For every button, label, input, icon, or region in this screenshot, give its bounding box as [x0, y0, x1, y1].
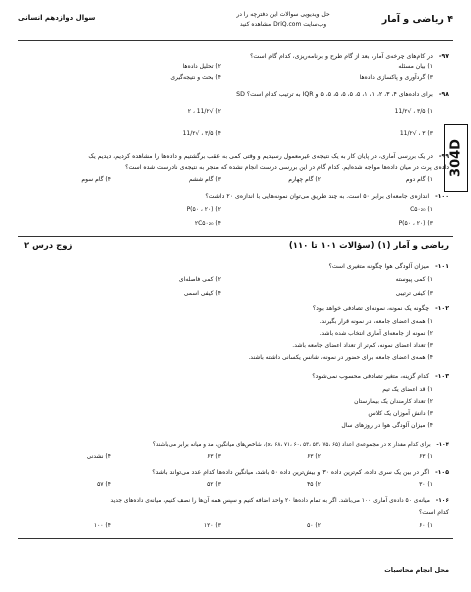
option: ۴) ۱۰۰ [93, 522, 111, 529]
option: ۱) گام دوم [405, 176, 433, 183]
exam-label: سوال دوازدهم انسانی [18, 14, 96, 22]
question-text: میانه‌ی ۵۰ داده‌ی آماری ۱۰۰ می‌باشد. اگر به تمام داده‌ها ۲۰ واحد اضافه کنیم و سپس همه آن‌ها را نصف کنیم، میانه‌ی داده‌های جدید [110, 498, 430, 504]
question-105 [18, 468, 449, 478]
question-101 [18, 262, 449, 272]
option: ۱) ۶۰ [419, 522, 433, 529]
option: ۴) بحث و نتیجه‌گیری [170, 74, 221, 81]
option: ۳) دانش آموزان یک کلاس [368, 410, 433, 417]
site-line-1: حل ویدیویی سوالات این دفترچه را در [236, 11, 330, 18]
question-text: در کام‌های چرخه‌ی آمار، بعد از گام طرح و برنامه‌ریزی، کدام گام است؟ [250, 53, 433, 60]
question-number: ۱۰۵- [435, 469, 449, 476]
option: ۴) ۵۷ [97, 481, 111, 488]
footer-divider [18, 538, 453, 539]
question-number: ۹۸- [438, 91, 449, 98]
option: ۳) ۶۳ [207, 453, 221, 460]
option: ۱) ۳/۵ ، √11/۲ [394, 108, 433, 115]
question-number: ۹۷- [438, 53, 449, 60]
question-text: برای داده‌های ۴، ۳، ۲، ۱، ۱، ۵، ۵، ۵، ۵، ۵، ۵ و IQR به ترتیب کدام است؟ SD [236, 91, 433, 98]
question-text: در یک بررسی آماری، در پایان کار به یک نتیجه‌ی غیرمعمول رسیدیم و وقتی کمی به عقب برگشتیم و داده‌ها را مشاهده کردیم، دیدیم یک [88, 153, 433, 160]
question-number: ۱۰۱- [435, 263, 449, 270]
header-divider [18, 40, 453, 41]
question-number: ۱۰۳- [435, 373, 449, 380]
option: ۲) گام چهارم [288, 176, 321, 183]
option: ۱) قد اعضای یک تیم [382, 386, 433, 393]
question-104 [18, 440, 449, 450]
option: ۳) گردآوری و پاکسازی داده‌ها [359, 74, 433, 81]
question-106 [18, 496, 449, 506]
option: ۱) ۳۰ [419, 481, 433, 488]
question-106-cont: کدام است؟ [419, 509, 449, 516]
option: ۱) C۵۰₂₀ [410, 206, 433, 213]
question-97 [18, 52, 449, 62]
option: ۱) همه‌ی اعضای جامعه، در نمونه قرار بگیرند. [319, 318, 433, 325]
section-title: ۴ ریاضی و آمار [381, 14, 453, 25]
question-98 [18, 90, 449, 100]
question-number: ۱۰۰- [435, 193, 449, 200]
section-2-title: ریاضی و آمار (۱) (سؤالات ۱۰۱ تا ۱۱۰) [288, 241, 449, 251]
option: ۲) تحلیل داده‌ها [182, 63, 221, 70]
question-99-cont: داده‌ی پرت در میان داده‌ها مواجه شده‌ایم. کدام گام در این بررسی درست انجام نشده که منجر به نتیجه‌ی نادرست شده است؟ [125, 164, 449, 171]
site-line-2: وب‌سایت DriQ.com مشاهده کنید [239, 21, 327, 28]
option: ۳) ۱۲۰ [203, 522, 221, 529]
option: ۳) ۳ ، √11/۲ [399, 130, 433, 137]
question-100 [18, 192, 449, 202]
question-number: ۱۰۲- [435, 305, 449, 312]
scratch-area-label: محل انجام محاسبات [384, 566, 449, 574]
option: ۱) کمی پیوسته [395, 276, 433, 283]
question-number: ۱۰۴- [436, 442, 449, 448]
option: ۳) گام ششم [188, 176, 221, 183]
option: ۲) ۴۵ [307, 481, 321, 488]
question-text: اگر در بین یک سری داده، کم‌ترین داده ۳۰ و بیش‌ترین داده ۵۰ باشد، میانگین داده‌ها کدام عدد می‌تواند باشد؟ [152, 469, 430, 476]
option: ۲) √11/۲ ، ۲ [187, 108, 221, 115]
option: ۲) کمی فاصله‌ای [178, 276, 221, 283]
question-number: ۹۹- [438, 153, 449, 160]
option: ۴) میزان آلودگی هوا در روزهای سال [341, 422, 433, 429]
question-text: میزان آلودگی هوا چگونه متغیری است؟ [328, 263, 430, 270]
option: ۴) گام سوم [81, 176, 111, 183]
section-2-label: زوج درس ۲ [24, 241, 73, 251]
page-header [18, 6, 453, 44]
option: ۱) بیان مسئله [398, 63, 433, 70]
booklet-code: 304D [448, 139, 464, 177]
option: ۳) تعداد اعضای نمونه، کم‌تر از تعداد اعضای جامعه باشد. [292, 342, 433, 349]
option: ۳) کیفی ترتیبی [395, 290, 433, 297]
option: ۲) نمونه از جامعه‌ای آماری انتخاب شده باشد. [319, 330, 433, 337]
question-number: ۱۰۶- [435, 498, 449, 504]
option: ۳) ۵۲ [207, 481, 221, 488]
option: ۴) نشدنی [86, 453, 111, 460]
option: ۱) ۶۳ [419, 453, 433, 460]
question-text: چگونه یک نمونه، نمونه‌ای تصادفی خواهد بود؟ [312, 305, 430, 312]
question-99 [18, 152, 449, 162]
option: ۴) ۲C۵۰₂₀ [194, 220, 221, 227]
option: ۴) کیفی اسمی [183, 290, 221, 297]
question-text: اندازه‌ی جامعه‌ای برابر ۵۰ است. به چند طریق می‌توان نمونه‌هایی با اندازه‌ی ۲۰ داشت؟ [205, 193, 430, 200]
option: ۲) تعداد کارمندان یک بیمارستان [354, 398, 433, 405]
option: ۴) همه‌ی اعضای جامعه برای حضور در نمونه، شانس یکسانی داشته باشند. [248, 354, 433, 361]
question-text: برای کدام مقدار x در مجموعه‌ی اعداد (x، ۶۸، ۷۱، ۶۰، ۵۳، ۵۳، ۷۵، ۶۵)، شاخص‌های میانگین، مد و میانه برابر می‌باشند؟ [152, 442, 431, 448]
option: ۳) P(۵۰ ، ۲۰) [398, 220, 433, 227]
question-text: کدام گزینه، متغیر تصادفی محسوب نمی‌شود؟ [312, 373, 430, 380]
option: ۲) ۶۳ [307, 453, 321, 460]
section-divider [18, 236, 453, 237]
site-note [223, 10, 343, 30]
option: ۴) ۳/۵ ، √11/۲ [182, 130, 221, 137]
question-102 [18, 304, 449, 314]
question-103 [18, 372, 449, 382]
option: ۲) P(۵۰ ، ۲۰) [186, 206, 221, 213]
option: ۲) ۵۰ [307, 522, 321, 529]
